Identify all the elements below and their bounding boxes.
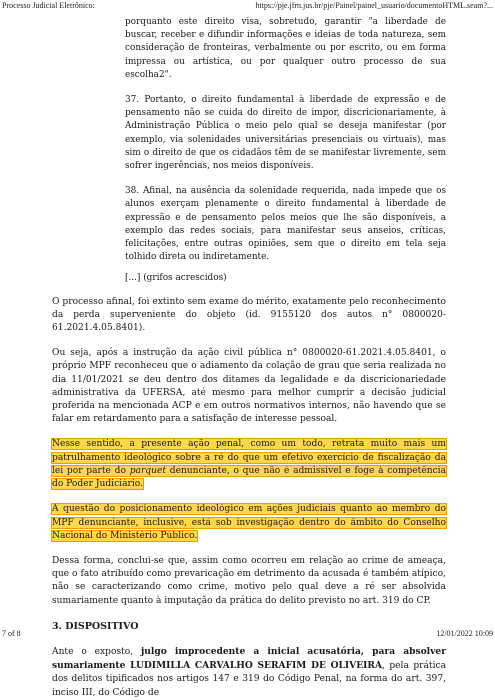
quote-paragraph-38: 38. Afinal, na ausência da solenidade requerida, nada impede que os alunos exerçam plenamente o direito fundamental à liberdade de expressão e de pensamento pelos meios que lhe são disponíveis, a exemplo das redes sociais, para manifestar seus anseios, críticas, felicitações, entre outras opiniões, sem que o direito em tela seja tolhido direta ou indiretamente. xyxy=(125,186,446,263)
highlight-2: A questão do posicionamento ideológico em ações judiciais quanto ao membro do MPF denunciante, inclusive, está sob investigação dentro do âmbito do Conselho Nacional do Ministério Público. xyxy=(52,504,446,541)
quote-paragraph-37: 37. Portanto, o direito fundamental à liberdade de expressão e de pensamento não se cuida do direito de impor, discricionariamente, à Administração Pública o meio pelo qual se deseja manifestar (por exemplo, via solenidades universitárias presenciais ou virtuais), mas sim o direito de que os cidadãos têm de se manifestar livremente, sem sofrer ingerências, nos meios disponíveis. xyxy=(125,95,446,172)
text-segment: , pela prática dos delitos tipificados nos artigos 147 e 319 do Código Penal, na forma do art. 397, inciso III, do Código de xyxy=(52,661,446,698)
parquet-term: parquet xyxy=(129,465,167,476)
paragraph-instruction: Ou seja, após a instrução da ação civil pública n° 0800020-61.2021.4.05.8401, o próprio MPF reconheceu que o adiamento da colação de grau que seria realizada no dia 11/01/2021 se deu dentro dos ditames da legalidade e da discricionariedade administrativa da UFERSA, até mesmo para melhor cumprir a decisão judicial proferida na mencionada ACP e em outros normativos internos, não havendo que se falar em retardamento para a satisfação de interesse pessoal. xyxy=(52,348,446,425)
highlight-1 xyxy=(52,439,446,489)
footer-datetime: 12/01/2022 10:09 xyxy=(436,629,493,638)
paragraph-highlighted-ideological xyxy=(52,438,446,491)
text-segment: Ante o exposto, xyxy=(52,646,141,657)
quote-citation-note: [...] (grifos acrescidos) xyxy=(125,273,227,284)
print-footer xyxy=(2,626,493,638)
header-page-title: Processo Judicial Eletrônico: xyxy=(2,1,95,10)
footer-page-count: 7 of 8 xyxy=(2,629,21,638)
block-quote xyxy=(52,16,446,286)
document-body xyxy=(52,16,446,700)
text-segment: denunciante, o que não é admissível e foge à competência do Poder Judiciário. xyxy=(52,465,446,490)
paragraph-highlighted-investigation xyxy=(52,503,446,543)
bold-verdict: julgo improcedente a inicial acusatória, para absolver sumariamente LUDIMILLA CARVALHO SERAFIM DE OLIVEIRA xyxy=(52,645,446,672)
section-title-dispositivo: 3. DISPOSITIVO xyxy=(52,620,139,632)
paragraph-conclusion: Dessa forma, conclui-se que, assim como ocorreu em relação ao crime de ameaça, que o fato atribuído como prevaricação em detrimento da acusada é também atípico, não se caracterizando como crime, motivo pelo qual deve a ré ser absolvida sumariamente quanto à imputação da prática do delito previsto no art. 319 do CP. xyxy=(52,555,446,606)
header-url: https://pje.jfrn.jus.br/pje/Painel/painel_usuario/documentoHTML.seam?... xyxy=(255,1,493,10)
print-header xyxy=(2,1,493,13)
quote-paragraph-1: porquanto este direito visa, sobretudo, garantir "a liberdade de buscar, receber e difundir informações e ideias de toda natureza, sem consideração de fronteiras, verbalmente ou por escrito, ou em forma impressa ou artística, ou por qualquer outro processo de sua escolha2". xyxy=(125,17,446,80)
paragraph-extinction: O processo afinal, foi extinto sem exame do mérito, exatamente pelo reconhecimento da perda superveniente do objeto (id. 9155120 dos autos n° 0800020-61.2021.4.05.8401). xyxy=(52,296,446,334)
paragraph-dispositivo xyxy=(52,645,446,700)
text-segment: Nesse sentido, a presente ação penal, como um todo, retrata muito mais um patrulhamento ideológico sobre a ré do que um efetivo exercício de fiscalização da lei por parte do xyxy=(52,439,446,476)
